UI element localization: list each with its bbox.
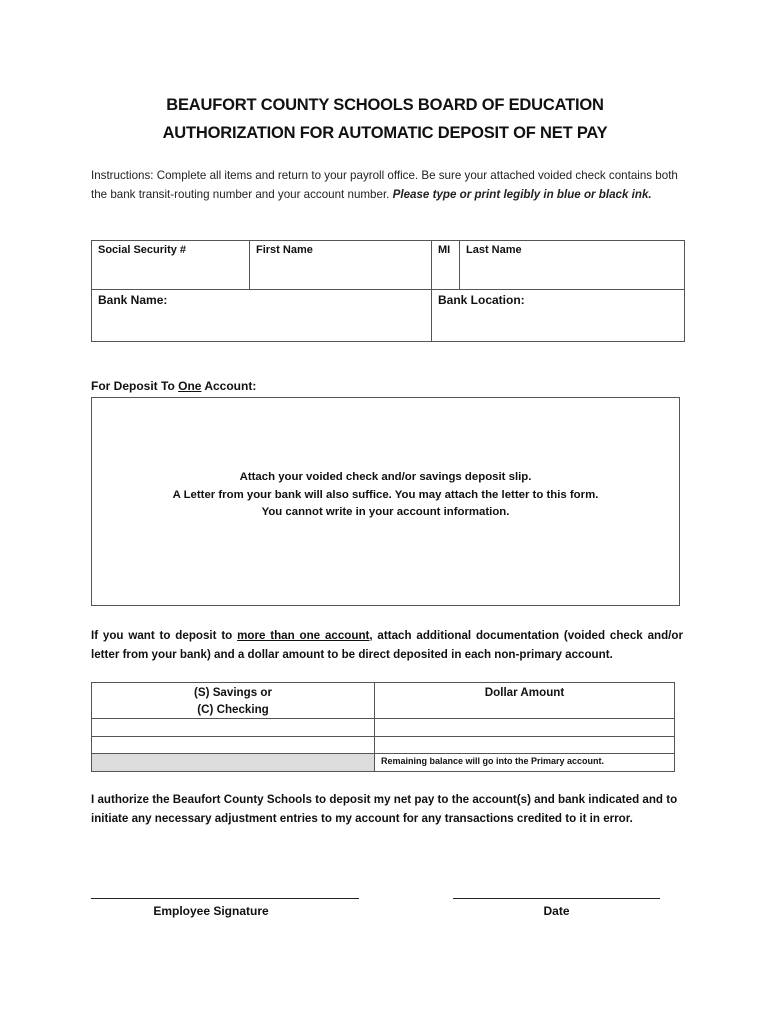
first-name-label: First Name xyxy=(256,244,313,256)
bank-location-field[interactable] xyxy=(432,290,684,341)
voided-check-attachment-box[interactable] xyxy=(91,397,680,606)
attachment-line-2: A Letter from your bank will also suffice. You may attach the letter to this form. xyxy=(172,488,599,501)
form-title-line2: AUTHORIZATION FOR AUTOMATIC DEPOSIT OF NET PAY xyxy=(162,124,608,142)
employee-signature-line[interactable] xyxy=(91,898,359,899)
dollar-amount-cell-2[interactable] xyxy=(375,737,674,753)
bank-name-field[interactable] xyxy=(92,290,431,341)
account-allocation-table xyxy=(91,682,675,772)
date-label: Date xyxy=(543,904,570,918)
mi-label: MI xyxy=(438,244,451,256)
account-type-cell-1[interactable] xyxy=(92,719,374,736)
authorization-statement: I authorize the Beaufort County Schools to deposit my net pay to the account(s) and bank indicated and to initiate any necessary adjustment entries to my account for any transactions credited to it in error. xyxy=(91,793,678,825)
shaded-cell xyxy=(92,754,374,771)
employee-info-table xyxy=(91,240,685,342)
last-name-field[interactable] xyxy=(460,241,684,289)
attachment-line-3: You cannot write in your account information. xyxy=(261,506,510,518)
ssn-label: Social Security # xyxy=(98,244,187,256)
attachment-instructions xyxy=(92,469,679,522)
ssn-field[interactable] xyxy=(92,241,249,289)
account-type-header-line1: (S) Savings or xyxy=(194,686,272,699)
deposit-one-suffix: Account: xyxy=(201,379,257,393)
first-name-field[interactable] xyxy=(250,241,431,289)
dollar-amount-cell-1[interactable] xyxy=(375,719,674,736)
instructions-emphasis: Please type or print legibly in blue or black ink. xyxy=(392,188,652,201)
multi-account-suffix: , attach additional documentation (voided check and/or letter from your bank) and a dollar amount to be direct deposited in each non-primary account. xyxy=(91,629,683,661)
date-line[interactable] xyxy=(453,898,660,899)
multi-account-prefix: If you want to deposit to xyxy=(91,629,238,642)
form-title-line1: BEAUFORT COUNTY SCHOOLS BOARD OF EDUCATION xyxy=(166,96,604,114)
last-name-label: Last Name xyxy=(466,244,522,256)
bank-location-label: Bank Location: xyxy=(438,293,525,307)
multi-account-instructions xyxy=(91,626,683,664)
bank-name-label: Bank Name: xyxy=(98,293,168,307)
mi-field[interactable] xyxy=(432,241,459,289)
account-type-cell-2[interactable] xyxy=(92,737,374,753)
dollar-amount-header: Dollar Amount xyxy=(484,686,565,699)
multi-account-underlined: more than one account xyxy=(237,629,370,642)
attachment-line-1: Attach your voided check and/or savings deposit slip. xyxy=(239,471,532,483)
remaining-balance-note: Remaining balance will go into the Primary account. xyxy=(381,756,605,766)
instructions-paragraph xyxy=(91,166,691,204)
instructions-text: Instructions: Complete all items and return to your payroll office. Be sure your attached voided check contains both the bank transit-routing number and your account number. xyxy=(91,169,678,201)
deposit-one-underlined: One xyxy=(178,379,202,393)
deposit-one-heading xyxy=(91,379,256,393)
employee-signature-label: Employee Signature xyxy=(153,904,269,918)
account-type-header-line2: (C) Checking xyxy=(197,703,269,716)
account-type-header xyxy=(92,684,374,718)
deposit-one-prefix: For Deposit To xyxy=(91,379,179,393)
